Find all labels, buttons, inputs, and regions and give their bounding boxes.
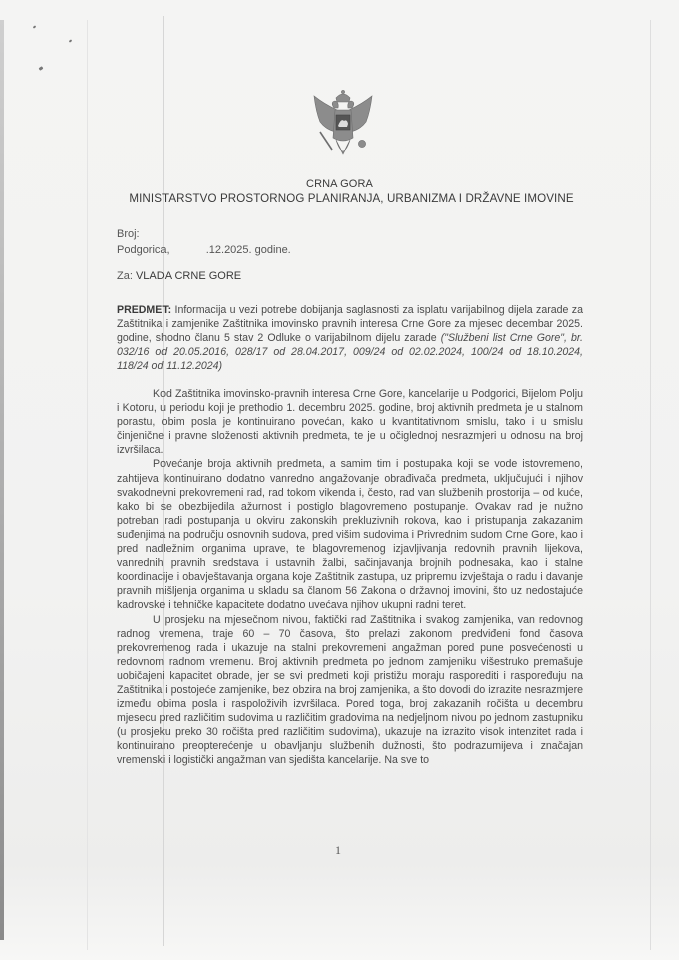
subject-citation: ("Službeni list Crne Gore", br. 032/16 od 20.05.2016, 028/17 od 28.04.2017, 009/24 od 02.02.2024, 100/24 od 18.10.2024, 118/24 od 11.12.2024) bbox=[117, 332, 583, 373]
recipient-name: VLADA CRNE GORE bbox=[135, 270, 242, 282]
document-date: .12.2025. godine. bbox=[205, 244, 291, 256]
scan-fold-line bbox=[650, 20, 651, 950]
recipient-line bbox=[117, 270, 241, 282]
ministry-heading: MINISTARSTVO PROSTORNOG PLANIRANJA, URBANIZMA I DRŽAVNE IMOVINE bbox=[129, 192, 574, 205]
subject-block bbox=[117, 303, 583, 373]
scan-speck bbox=[33, 25, 37, 28]
place-label: Podgorica, bbox=[117, 244, 170, 256]
scan-edge bbox=[0, 20, 4, 940]
montenegro-coat-of-arms-icon bbox=[310, 88, 376, 168]
place-date-line bbox=[117, 244, 291, 256]
recipient-label: Za: bbox=[117, 270, 133, 282]
paragraph: Kod Zaštitnika imovinsko-pravnih interesa Crne Gore, kancelarije u Podgorici, Bijelom Polju i Kotoru, u periodu koji je prethodio 1. decembru 2025. godine, broj aktivnih predmeta je u stalnom porastu, obim posla je kontinuirano povećan, kako u kvantitativnom smislu, tako i u smislu činjenične i pravne složenosti aktivnih predmeta, te je u očiglednoj nesrazmjeri u odnosu na broj izvršilaca. bbox=[117, 388, 583, 457]
subject-label: PREDMET: bbox=[117, 304, 172, 316]
scan-speck bbox=[69, 39, 73, 42]
broj-label: Broj: bbox=[117, 228, 140, 240]
country-heading: CRNA GORA bbox=[306, 178, 373, 190]
paragraph: U prosjeku na mjesečnom nivou, faktički rad Zaštitnika i svakog zamjenika, van redovnog radnog vremena, traje 60 – 70 časova, što prelazi zakonom predviđeni fond časova prekovremenog rada i ukazuje na stalni prekovremeni angažman pored pune posvećenosti u redovnom radnom vremenu. Broj aktivnih predmeta po jednom zamjeniku višestruko premašuje uobičajeni kapacitet obrade, jer se svi predmeti koji pristižu moraju rasporediti i raspoređuju na Zaštitnika i postojeće zamjenike, bez obzira na broj zamjenika, a što dovodi do izrazite nesrazmjere između obima posla i raspoloživih izvršilaca. Pored toga, broj zakazanih ročišta u decembru mjesecu pred različitim sudovima u različitim gradovima na nedjeljnom nivou po jednom zastupniku (u prosjeku preko 30 ročišta pred različitim sudovima), ukazuje na izrazito visok intenzitet rada i kontinuirano preopterećenje u obavljanju službenih dužnosti, što podrazumijeva i značajan vremenski i logistički angažman van sjedišta kancelarije. Na sve to bbox=[117, 613, 583, 767]
body-paragraphs bbox=[117, 387, 583, 768]
paragraph: Povećanje broja aktivnih predmeta, a samim tim i postupaka koji se vode istovremeno, zahtijeva kontinuirano dodatno vanredno angažovanje obrađivača predmeta, uključujući i njihov svakodnevni prekovremeni rad, rad tokom vikenda i, često, rad van službenih prostorija – od kuće, kako bi se obezbijedila ažurnost i postiglo blagovremeno postupanje. Ovakav rad je nužno potreban radi postupanja u okviru zakonskih prekluzivnih rokova, kao i pristupanja zakazanim suđenjima na području osnovnih sudova, pred višim sudovima i Privrednim sudom Crne Gore, kao i pred nadležnim organima uprave, te blagovremenog izjavljivanja redovnih pravnih lijekova, vanrednih pravnih sredstava i ustavnih žalbi, sačinjavanja brojnih podnesaka, kao i stalne koordinacije i obavještavanja organa koje Zaštitnik zastupa, uz pripremu izvještaja o radu i davanje pravnih mišljenja organima u skladu sa članom 56 Zakona o državnoj imovini, što uz nedostajuće kadrovske i tehničke kapacitete dodatno uvećava njihov ukupni radni teret. bbox=[117, 458, 583, 612]
subject-text: Informacija u vezi potrebe dobijanja saglasnosti za isplatu varijabilnog dijela zarade za Zaštitnika i zamjenike Zaštitnika imovinsko pravnih interesa Crne Gore za mjesec decembar 2025. godine, shodno članu 5 stav 2 Odluke o varijabilnom dijelu zarade bbox=[117, 304, 583, 345]
page-number: 1 bbox=[335, 843, 341, 857]
scan-speck bbox=[39, 66, 44, 71]
scan-fold-line bbox=[87, 20, 88, 950]
